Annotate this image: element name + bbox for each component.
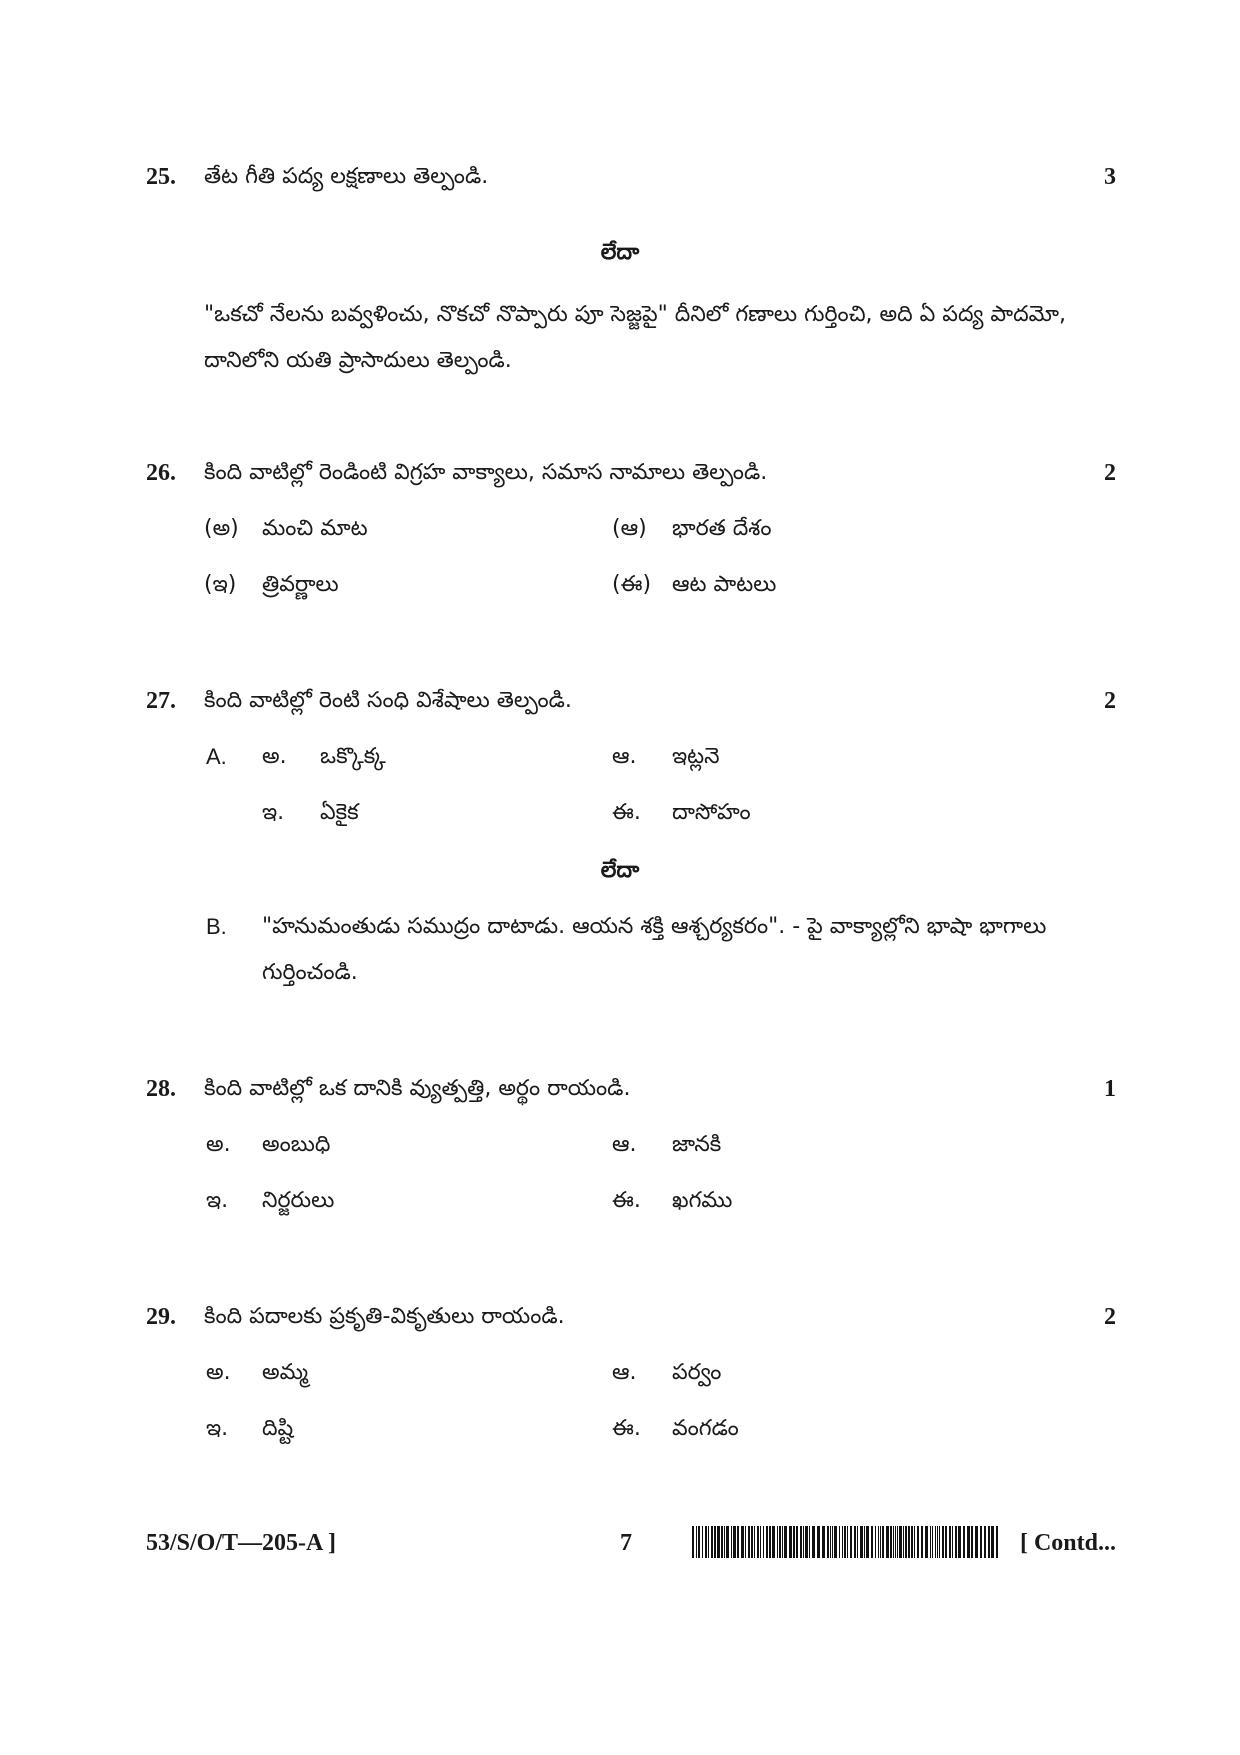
question-25-or: లేదా: [600, 240, 640, 265]
question-27-number: 27.: [146, 688, 176, 714]
option-label: ఈ.: [612, 800, 641, 825]
option-label: అ.: [206, 1360, 231, 1385]
option-label: ఇ.: [206, 1188, 229, 1213]
option-text: ఏకైక: [320, 800, 359, 825]
option-text: దాసోహం: [672, 800, 751, 825]
part-b-label: B.: [206, 914, 227, 939]
question-25-text: తేట గీతి పద్య లక్షణాలు తెల్పండి.: [204, 164, 489, 189]
option-text: ఒక్కొక్క: [320, 744, 386, 769]
option-label: ఇ.: [262, 800, 285, 825]
question-25-number: 25.: [146, 164, 176, 190]
question-28-text: కింది వాటిల్లో ఒక దానికి వ్యుత్పత్తి, అర్థం రాయండి.: [204, 1076, 631, 1101]
question-25-alternative: "ఒకచో నేలను బవ్వళించు, నొకచో నొప్పారు పూ సెజ్జపై" దీనిలో గణాలు గుర్తించి, అది ఏ పద్య పాదమో, దానిలోని యతి ప్రాసాదులు తెల్పండి.: [204, 302, 1066, 373]
option-label: (ఇ): [204, 572, 237, 597]
option-label: ఇ.: [206, 1416, 229, 1441]
continued-label: [ Contd...: [1019, 1530, 1116, 1556]
option-text: ఆట పాటలు: [672, 572, 777, 597]
question-28-marks: 1: [1104, 1076, 1116, 1102]
barcode-image: [692, 1526, 1000, 1558]
option-label: ఈ.: [612, 1416, 641, 1441]
option-text: పర్వం: [672, 1360, 722, 1385]
question-27-or: లేదా: [600, 858, 640, 883]
question-27-text: కింది వాటిల్లో రెంటి సంధి విశేషాలు తెల్పండి.: [204, 688, 572, 713]
option-text: త్రివర్ణాలు: [262, 572, 339, 597]
option-label: అ.: [206, 1132, 231, 1157]
question-29-text: కింది పదాలకు ప్రకృతి-వికృతులు రాయండి.: [204, 1304, 565, 1329]
option-label: (అ): [204, 516, 239, 541]
option-text: ఖగము: [672, 1188, 733, 1213]
option-label: ఆ.: [612, 1132, 637, 1157]
option-text: దిష్టి: [262, 1416, 294, 1441]
option-label: ఆ.: [612, 1360, 637, 1385]
question-27-alternative: "హనుమంతుడు సముద్రం దాటాడు. ఆయన శక్తి ఆశ్చర్యకరం". - పై వాక్యాల్లోని భాషా భాగాలు గుర్తించండి.: [262, 914, 1047, 985]
option-text: జానకి: [672, 1132, 722, 1157]
option-text: మంచి మాట: [262, 516, 368, 541]
question-27-marks: 2: [1104, 688, 1116, 714]
option-label: (ఆ): [612, 516, 647, 541]
question-26-number: 26.: [146, 460, 176, 486]
option-label: అ.: [262, 744, 287, 769]
question-26-text: కింది వాటిల్లో రెండింటి విగ్రహ వాక్యాలు, సమాస నామాలు తెల్పండి.: [204, 460, 768, 485]
option-text: అంబుధి: [262, 1132, 331, 1157]
page-number: 7: [620, 1530, 632, 1556]
option-text: అమ్మ: [262, 1360, 309, 1385]
question-26-marks: 2: [1104, 460, 1116, 486]
option-text: నిర్జరులు: [262, 1188, 335, 1213]
question-29-number: 29.: [146, 1304, 176, 1330]
question-29-marks: 2: [1104, 1304, 1116, 1330]
option-text: భారత దేశం: [672, 516, 772, 541]
paper-code: 53/S/O/T—205-A ]: [146, 1530, 337, 1556]
option-text: ఇట్లనె: [672, 744, 720, 769]
part-a-label: A.: [206, 744, 227, 769]
option-label: ఈ.: [612, 1188, 641, 1213]
question-25-marks: 3: [1104, 164, 1116, 190]
question-28-number: 28.: [146, 1076, 176, 1102]
option-label: ఆ.: [612, 744, 637, 769]
option-text: వంగడం: [672, 1416, 739, 1441]
option-label: (ఈ): [612, 572, 652, 597]
